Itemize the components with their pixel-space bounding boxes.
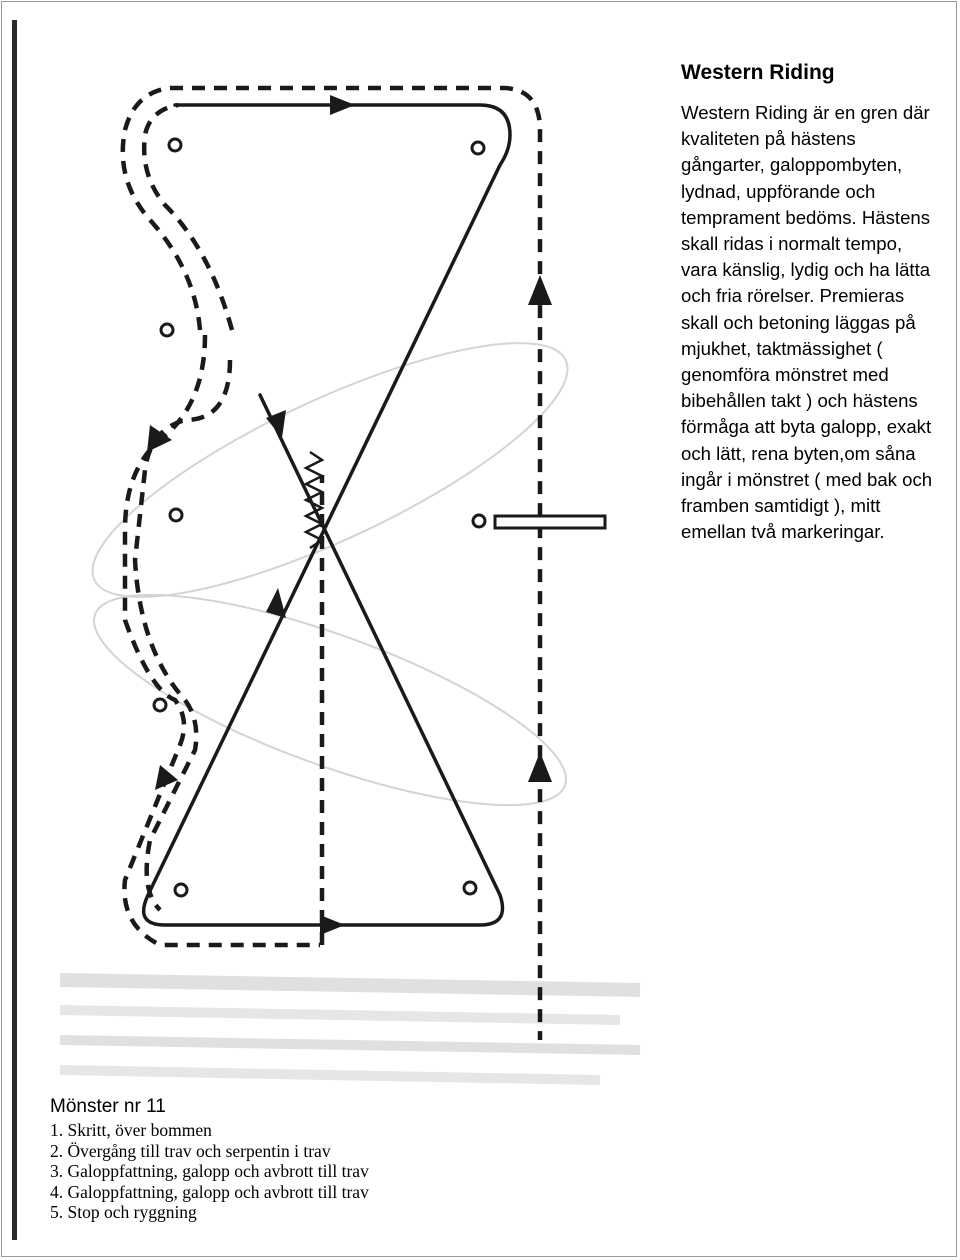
direction-arrows	[147, 95, 552, 935]
description-panel	[681, 60, 941, 545]
marker	[154, 699, 166, 711]
marker	[473, 515, 485, 527]
arrow-right-lane-upper	[528, 275, 552, 305]
panel-body: Western Riding är en gren där kvaliteten på hästens gångarter, galoppombyten, lydnad, uppförande och temprament bedöms. Hästens skall ridas i normalt tempo, vara känslig, lydig och ha lätta och fria rörelser. Premieras skall och betoning läggas på mjukhet, taktmässighet ( genomföra mönstret med bibehållen takt ) och hästens förmåga att byta galopp, exakt och lätt, rena byten,om såna ingår i mönstret ( med bak och framben samtidigt ), mitt emellan två markeringar.	[681, 102, 933, 543]
inner-dashed-path	[135, 105, 232, 910]
arrow-bottom-right	[320, 915, 345, 935]
legend-title: Mönster nr 11	[50, 1096, 166, 1117]
arrow-left-upper	[147, 425, 172, 452]
marker	[161, 324, 173, 336]
pattern-legend	[50, 1096, 650, 1223]
legend-step: 2. Övergång till trav och serpentin i trav	[50, 1140, 331, 1161]
legend-step: 5. Stop och ryggning	[50, 1202, 197, 1222]
marker	[169, 139, 181, 151]
marker	[472, 142, 484, 154]
arrow-top-right	[330, 95, 355, 115]
marker	[464, 882, 476, 894]
marker	[175, 884, 187, 896]
arrow-right-lane-lower	[528, 752, 552, 782]
legend-step: 1. Skritt, över bommen	[50, 1120, 212, 1140]
ground-pole	[495, 516, 605, 528]
panel-title: Western Riding	[681, 61, 835, 84]
solid-path	[144, 105, 510, 925]
marker	[170, 509, 182, 521]
legend-step: 4. Galoppfattning, galopp och avbrott till trav	[50, 1181, 369, 1202]
legend-step: 3. Galoppfattning, galopp och avbrott till trav	[50, 1161, 369, 1181]
ghost-background	[60, 297, 640, 1080]
zigzag-mark	[306, 452, 322, 548]
